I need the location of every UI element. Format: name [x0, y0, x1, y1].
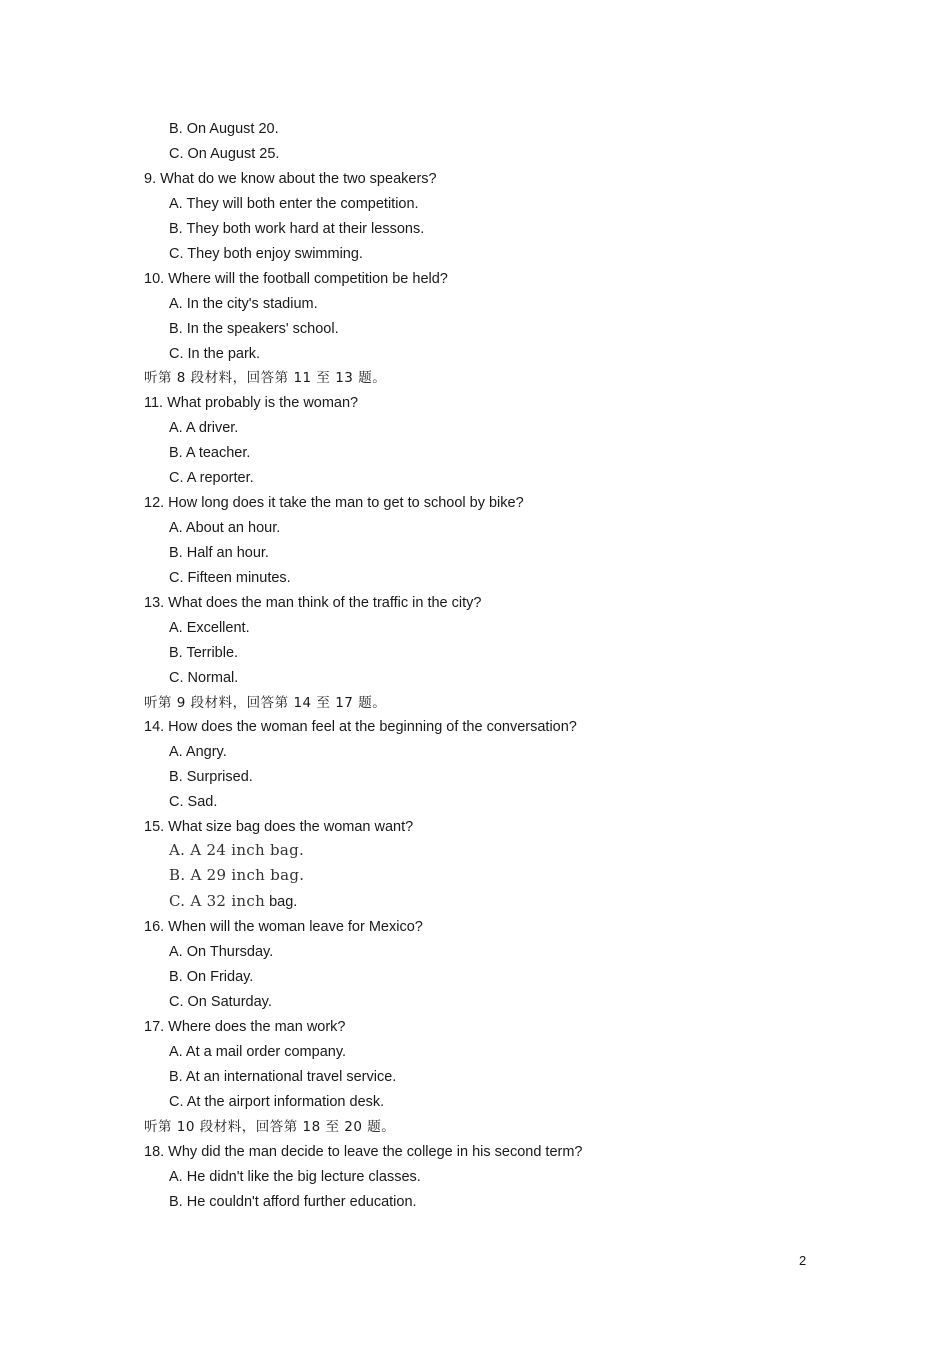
answer-option	[169, 1168, 421, 1186]
question-line-text: 12. How long does it take the man to get to school by bike?	[144, 495, 524, 511]
question-line	[144, 918, 423, 936]
answer-option	[169, 120, 279, 138]
answer-option	[169, 793, 217, 811]
answer-option	[169, 619, 250, 637]
answer-option-text: C. At the airport information desk.	[169, 1094, 385, 1110]
answer-option	[169, 768, 253, 786]
section-instruction	[144, 694, 386, 712]
answer-option	[169, 145, 279, 163]
question-line-text: 18. Why did the man decide to leave the college in his second term?	[144, 1144, 583, 1160]
answer-option	[169, 1068, 396, 1086]
answer-option-text: A. Excellent.	[169, 620, 250, 636]
answer-option	[169, 195, 419, 213]
answer-option	[169, 968, 253, 986]
answer-option-text: B. They both work hard at their lessons.	[169, 221, 425, 237]
answer-option-text: B. On August 20.	[169, 121, 279, 137]
answer-option-text: A. He didn't like the big lecture classes.	[169, 1169, 421, 1185]
section-instruction	[144, 1118, 395, 1136]
answer-option	[169, 841, 304, 859]
answer-option	[169, 644, 238, 662]
page-number: 2	[799, 1253, 807, 1268]
answer-option	[169, 320, 339, 338]
answer-option-text: C. A 32 inch	[169, 892, 266, 910]
answer-option	[169, 1093, 384, 1111]
section-instruction-text: 听第 8 段材料，回答第 11 至 13 题。	[144, 370, 387, 386]
answer-option	[169, 444, 250, 462]
answer-option-text: A. A 24 inch bag.	[169, 841, 305, 859]
answer-option	[169, 419, 238, 437]
question-line-text: 11. What probably is the woman?	[144, 395, 359, 411]
section-instruction	[144, 369, 386, 387]
question-line-text: 16. When will the woman leave for Mexico?	[144, 919, 423, 935]
question-line	[144, 594, 481, 612]
answer-option-text: B. At an international travel service.	[169, 1069, 397, 1085]
question-line-text: 17. Where does the man work?	[144, 1019, 346, 1035]
answer-option-text: A. A driver.	[169, 420, 239, 436]
answer-option-text: C. They both enjoy swimming.	[169, 246, 363, 262]
answer-option-text: A. On Thursday.	[169, 944, 274, 960]
question-line	[144, 494, 524, 512]
answer-option	[169, 1043, 346, 1061]
section-instruction-text: 听第 9 段材料，回答第 14 至 17 题。	[144, 695, 387, 711]
question-line	[144, 170, 437, 188]
answer-option-text: C. Fifteen minutes.	[169, 570, 291, 586]
answer-option-text: C. On Saturday.	[169, 994, 272, 1010]
question-line	[144, 818, 413, 836]
answer-option-text: B. Terrible.	[169, 645, 239, 661]
answer-option	[169, 469, 254, 487]
answer-option-text: B. On Friday.	[169, 969, 254, 985]
answer-option-text: A. At a mail order company.	[169, 1044, 347, 1060]
answer-option	[169, 743, 227, 761]
answer-option	[169, 866, 304, 884]
answer-option-text: C. A reporter.	[169, 470, 254, 486]
answer-option	[169, 245, 363, 263]
answer-option	[169, 892, 297, 911]
answer-option	[169, 943, 273, 961]
question-line-text: 9. What do we know about the two speakers?	[144, 171, 437, 187]
answer-option-text: A. Angry.	[169, 744, 227, 760]
answer-option-text: B. Surprised.	[169, 769, 253, 785]
question-line-text: 10. Where will the football competition be held?	[144, 271, 448, 287]
answer-option	[169, 1193, 417, 1211]
answer-option	[169, 220, 424, 238]
answer-option-text: B. A teacher.	[169, 445, 251, 461]
question-line	[144, 394, 358, 412]
answer-option-text: C. Sad.	[169, 794, 218, 810]
answer-option	[169, 345, 260, 363]
question-line	[144, 1018, 346, 1036]
question-line	[144, 270, 448, 288]
answer-option	[169, 544, 269, 562]
answer-option-tail: bag.	[265, 894, 298, 910]
answer-option-text: C. Normal.	[169, 670, 239, 686]
answer-option-text: B. A 29 inch bag.	[169, 866, 305, 884]
answer-option-text: C. In the park.	[169, 346, 261, 362]
answer-option	[169, 669, 238, 687]
question-line-text: 15. What size bag does the woman want?	[144, 819, 414, 835]
answer-option-text: A. They will both enter the competition.	[169, 196, 419, 212]
section-instruction-text: 听第 10 段材料，回答第 18 至 20 题。	[144, 1119, 396, 1135]
question-line-text: 13. What does the man think of the traffic in the city?	[144, 595, 482, 611]
answer-option-text: A. About an hour.	[169, 520, 281, 536]
answer-option-text: B. In the speakers' school.	[169, 321, 339, 337]
answer-option	[169, 519, 280, 537]
question-line-text: 14. How does the woman feel at the beginning of the conversation?	[144, 719, 577, 735]
answer-option	[169, 569, 291, 587]
question-line	[144, 1143, 582, 1161]
answer-option-text: A. In the city's stadium.	[169, 296, 318, 312]
answer-option-text: B. Half an hour.	[169, 545, 269, 561]
question-line	[144, 718, 577, 736]
answer-option-text: B. He couldn't afford further education.	[169, 1194, 417, 1210]
answer-option	[169, 993, 272, 1011]
answer-option	[169, 295, 318, 313]
answer-option-text: C. On August 25.	[169, 146, 280, 162]
